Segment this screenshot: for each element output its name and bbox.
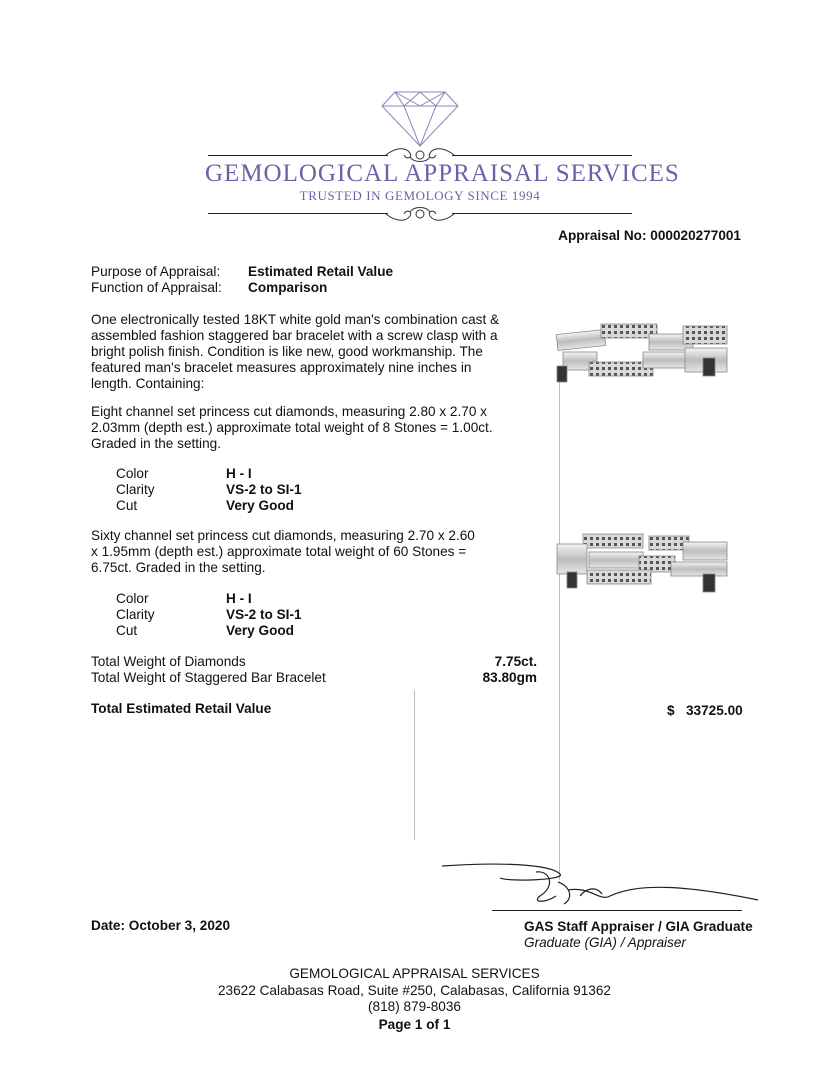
total-retail-label: Total Estimated Retail Value [91, 701, 272, 716]
footer-phone: (818) 879-8036 [368, 999, 461, 1014]
stone-2-color-value: H - I [226, 591, 252, 606]
stone-1-clarity-label: Clarity [116, 482, 155, 497]
total-retail-currency: $ [667, 703, 675, 718]
stone-group-2-description: Sixty channel set princess cut diamonds, measuring 2.70 x 2.60 x 1.95mm (depth est.) approximate total weight of 60 Stones = 6.75ct. Graded in the setting. [91, 528, 475, 575]
stone-1-color-value: H - I [226, 466, 252, 481]
appraisal-date: Date: October 3, 2020 [91, 918, 231, 933]
appraisal-number: Appraisal No: 000020277001 [558, 228, 741, 243]
diamond-logo-icon [380, 90, 460, 148]
item-description: One electronically tested 18KT white gold man's combination cast & assembled fashion staggered bar bracelet with a screw clasp with a bright polish finish. Condition is like new, good workmanship. The featured man's bracelet measures approximately nine inches in length. Containing: [91, 312, 500, 391]
function-value: Comparison [248, 280, 328, 295]
signature-line [492, 910, 742, 911]
logo-rule-top-left [208, 155, 388, 156]
purpose-value: Estimated Retail Value [248, 264, 394, 279]
company-name-logo: GEMOLOGICAL APPRAISAL SERVICES [205, 160, 680, 187]
stone-2-clarity-label: Clarity [116, 607, 155, 622]
flourish-bottom-icon [384, 204, 456, 224]
total-diamonds-value: 7.75ct. [494, 654, 537, 669]
logo-rule-bottom-left [208, 213, 388, 214]
appraiser-subtitle: Graduate (GIA) / Appraiser [524, 935, 686, 950]
company-tagline: TRUSTED IN GEMOLOGY SINCE 1994 [299, 188, 541, 203]
page-number: Page 1 of 1 [378, 1017, 451, 1032]
total-diamonds-label: Total Weight of Diamonds [91, 654, 246, 669]
stone-2-cut-label: Cut [116, 623, 138, 638]
stone-1-cut-label: Cut [116, 498, 138, 513]
footer-company: GEMOLOGICAL APPRAISAL SERVICES [289, 966, 540, 981]
divider-line-left [414, 690, 415, 840]
stone-2-clarity-value: VS-2 to SI-1 [226, 607, 302, 622]
stone-2-color-label: Color [116, 591, 149, 606]
stone-1-clarity-value: VS-2 to SI-1 [226, 482, 302, 497]
function-label: Function of Appraisal: [91, 280, 222, 295]
signature-mark [440, 856, 760, 912]
stone-1-cut-value: Very Good [226, 498, 294, 513]
stone-1-color-label: Color [116, 466, 149, 481]
total-retail-value: 33725.00 [686, 703, 743, 718]
logo-rule-bottom-right [452, 213, 632, 214]
bracelet-photo-1 [553, 318, 731, 386]
total-bracelet-label: Total Weight of Staggered Bar Bracelet [91, 670, 326, 685]
logo-rule-top-right [452, 155, 632, 156]
appraiser-title: GAS Staff Appraiser / GIA Graduate [524, 919, 753, 934]
footer-address: 23622 Calabasas Road, Suite #250, Calabasas, California 91362 [218, 983, 611, 998]
bracelet-photo-2 [553, 530, 731, 598]
divider-line-right [559, 375, 560, 880]
stone-2-cut-value: Very Good [226, 623, 294, 638]
stone-group-1-description: Eight channel set princess cut diamonds, measuring 2.80 x 2.70 x 2.03mm (depth est.) approximate total weight of 8 Stones = 1.00ct. Graded in the setting. [91, 404, 493, 451]
purpose-label: Purpose of Appraisal: [91, 264, 221, 279]
total-bracelet-value: 83.80gm [482, 670, 537, 685]
